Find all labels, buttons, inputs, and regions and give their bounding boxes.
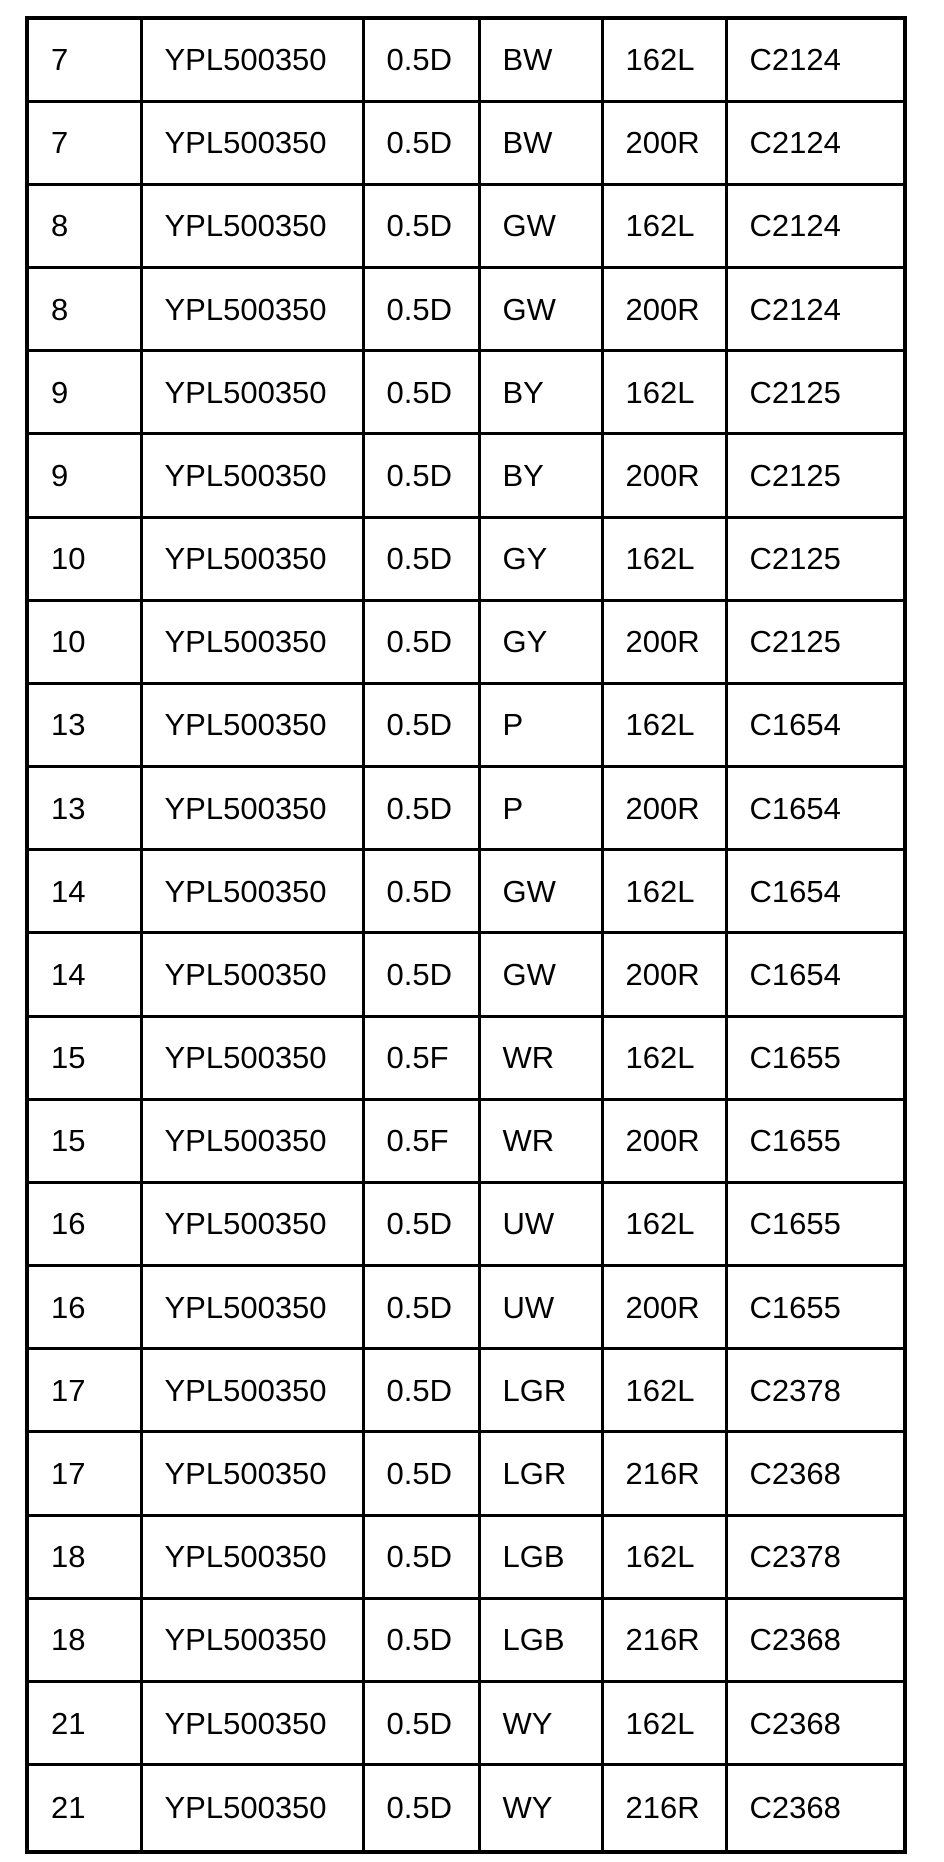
cell-number: 16 — [27, 1266, 141, 1349]
cell-color: WY — [479, 1681, 602, 1764]
cell-size: 0.5D — [363, 184, 479, 267]
cell-color: BY — [479, 351, 602, 434]
cell-length: 200R — [602, 101, 726, 184]
cell-color: GY — [479, 600, 602, 683]
cell-connector: C2125 — [726, 434, 905, 517]
cell-color: WR — [479, 1016, 602, 1099]
table-row — [27, 933, 905, 1016]
cell-length: 162L — [602, 1016, 726, 1099]
cell-size: 0.5D — [363, 1266, 479, 1349]
cell-part-code: YPL500350 — [141, 517, 363, 600]
table-row — [27, 1765, 905, 1852]
cell-part-code: YPL500350 — [141, 184, 363, 267]
cell-number: 17 — [27, 1432, 141, 1515]
cell-connector: C2368 — [726, 1765, 905, 1852]
cell-part-code: YPL500350 — [141, 683, 363, 766]
cell-color: GW — [479, 184, 602, 267]
cell-number: 7 — [27, 101, 141, 184]
cell-connector: C2124 — [726, 184, 905, 267]
cell-connector: C1654 — [726, 683, 905, 766]
cell-size: 0.5D — [363, 1349, 479, 1432]
data-table — [25, 16, 907, 1854]
cell-number: 9 — [27, 434, 141, 517]
cell-length: 216R — [602, 1432, 726, 1515]
cell-length: 200R — [602, 933, 726, 1016]
cell-connector: C1655 — [726, 1182, 905, 1265]
table-row — [27, 351, 905, 434]
cell-color: GW — [479, 850, 602, 933]
cell-part-code: YPL500350 — [141, 434, 363, 517]
cell-size: 0.5D — [363, 1182, 479, 1265]
cell-part-code: YPL500350 — [141, 1598, 363, 1681]
table-row — [27, 268, 905, 351]
cell-length: 200R — [602, 600, 726, 683]
cell-part-code: YPL500350 — [141, 767, 363, 850]
cell-size: 0.5D — [363, 1765, 479, 1852]
cell-number: 7 — [27, 18, 141, 101]
cell-color: LGR — [479, 1432, 602, 1515]
cell-length: 200R — [602, 1099, 726, 1182]
cell-color: LGB — [479, 1515, 602, 1598]
cell-number: 21 — [27, 1681, 141, 1764]
cell-part-code: YPL500350 — [141, 1099, 363, 1182]
cell-number: 15 — [27, 1016, 141, 1099]
cell-number: 9 — [27, 351, 141, 434]
table-row — [27, 184, 905, 267]
cell-connector: C1654 — [726, 933, 905, 1016]
cell-size: 0.5D — [363, 933, 479, 1016]
cell-number: 13 — [27, 683, 141, 766]
cell-number: 10 — [27, 517, 141, 600]
cell-connector: C1654 — [726, 767, 905, 850]
cell-length: 200R — [602, 268, 726, 351]
cell-connector: C2125 — [726, 351, 905, 434]
cell-size: 0.5D — [363, 1598, 479, 1681]
cell-length: 162L — [602, 1349, 726, 1432]
table-row — [27, 1266, 905, 1349]
cell-length: 162L — [602, 850, 726, 933]
cell-connector: C2368 — [726, 1432, 905, 1515]
cell-size: 0.5F — [363, 1016, 479, 1099]
cell-number: 16 — [27, 1182, 141, 1265]
cell-size: 0.5D — [363, 1432, 479, 1515]
cell-number: 17 — [27, 1349, 141, 1432]
cell-length: 162L — [602, 1182, 726, 1265]
cell-connector: C1655 — [726, 1266, 905, 1349]
cell-length: 162L — [602, 683, 726, 766]
table-row — [27, 1099, 905, 1182]
cell-part-code: YPL500350 — [141, 1432, 363, 1515]
cell-connector: C2378 — [726, 1515, 905, 1598]
cell-color: UW — [479, 1182, 602, 1265]
table-row — [27, 18, 905, 101]
cell-length: 216R — [602, 1765, 726, 1852]
cell-color: LGR — [479, 1349, 602, 1432]
cell-length: 162L — [602, 517, 726, 600]
cell-size: 0.5D — [363, 683, 479, 766]
table-row — [27, 767, 905, 850]
cell-connector: C2124 — [726, 18, 905, 101]
cell-part-code: YPL500350 — [141, 1266, 363, 1349]
cell-number: 14 — [27, 933, 141, 1016]
cell-part-code: YPL500350 — [141, 1765, 363, 1852]
cell-number: 18 — [27, 1515, 141, 1598]
cell-length: 162L — [602, 351, 726, 434]
table-row — [27, 1432, 905, 1515]
cell-size: 0.5D — [363, 600, 479, 683]
table-row — [27, 1598, 905, 1681]
cell-connector: C2125 — [726, 600, 905, 683]
cell-color: P — [479, 767, 602, 850]
cell-part-code: YPL500350 — [141, 351, 363, 434]
table-body — [27, 18, 905, 1852]
cell-length: 200R — [602, 434, 726, 517]
cell-size: 0.5D — [363, 767, 479, 850]
cell-size: 0.5D — [363, 351, 479, 434]
cell-part-code: YPL500350 — [141, 268, 363, 351]
cell-size: 0.5D — [363, 434, 479, 517]
cell-number: 15 — [27, 1099, 141, 1182]
cell-size: 0.5D — [363, 517, 479, 600]
table-row — [27, 101, 905, 184]
cell-size: 0.5D — [363, 268, 479, 351]
cell-part-code: YPL500350 — [141, 101, 363, 184]
table-row — [27, 1182, 905, 1265]
cell-length: 162L — [602, 1681, 726, 1764]
cell-connector: C2368 — [726, 1681, 905, 1764]
table-row — [27, 1349, 905, 1432]
cell-size: 0.5D — [363, 18, 479, 101]
cell-size: 0.5F — [363, 1099, 479, 1182]
cell-part-code: YPL500350 — [141, 933, 363, 1016]
cell-connector: C2124 — [726, 268, 905, 351]
cell-part-code: YPL500350 — [141, 600, 363, 683]
cell-length: 162L — [602, 18, 726, 101]
cell-size: 0.5D — [363, 850, 479, 933]
table-row — [27, 1681, 905, 1764]
cell-number: 21 — [27, 1765, 141, 1852]
cell-number: 18 — [27, 1598, 141, 1681]
cell-part-code: YPL500350 — [141, 18, 363, 101]
cell-length: 200R — [602, 767, 726, 850]
table-row — [27, 1515, 905, 1598]
cell-number: 14 — [27, 850, 141, 933]
cell-number: 10 — [27, 600, 141, 683]
cell-color: GY — [479, 517, 602, 600]
cell-part-code: YPL500350 — [141, 1681, 363, 1764]
cell-color: GW — [479, 933, 602, 1016]
cell-part-code: YPL500350 — [141, 1515, 363, 1598]
table-row — [27, 683, 905, 766]
cell-connector: C1655 — [726, 1099, 905, 1182]
cell-connector: C2368 — [726, 1598, 905, 1681]
table-row — [27, 434, 905, 517]
cell-part-code: YPL500350 — [141, 1349, 363, 1432]
cell-connector: C2378 — [726, 1349, 905, 1432]
cell-connector: C2125 — [726, 517, 905, 600]
cell-part-code: YPL500350 — [141, 1182, 363, 1265]
cell-connector: C1655 — [726, 1016, 905, 1099]
cell-number: 8 — [27, 268, 141, 351]
cell-number: 8 — [27, 184, 141, 267]
cell-color: BW — [479, 18, 602, 101]
cell-length: 162L — [602, 1515, 726, 1598]
cell-length: 162L — [602, 184, 726, 267]
cell-size: 0.5D — [363, 1515, 479, 1598]
table-row — [27, 517, 905, 600]
cell-color: WR — [479, 1099, 602, 1182]
cell-color: GW — [479, 268, 602, 351]
cell-connector: C2124 — [726, 101, 905, 184]
cell-connector: C1654 — [726, 850, 905, 933]
cell-color: UW — [479, 1266, 602, 1349]
cell-color: BW — [479, 101, 602, 184]
table-row — [27, 850, 905, 933]
cell-size: 0.5D — [363, 101, 479, 184]
cell-length: 216R — [602, 1598, 726, 1681]
table-row — [27, 1016, 905, 1099]
cell-part-code: YPL500350 — [141, 1016, 363, 1099]
cell-length: 200R — [602, 1266, 726, 1349]
cell-size: 0.5D — [363, 1681, 479, 1764]
cell-color: LGB — [479, 1598, 602, 1681]
cell-color: BY — [479, 434, 602, 517]
cell-part-code: YPL500350 — [141, 850, 363, 933]
cell-number: 13 — [27, 767, 141, 850]
cell-color: P — [479, 683, 602, 766]
cell-color: WY — [479, 1765, 602, 1852]
table-row — [27, 600, 905, 683]
